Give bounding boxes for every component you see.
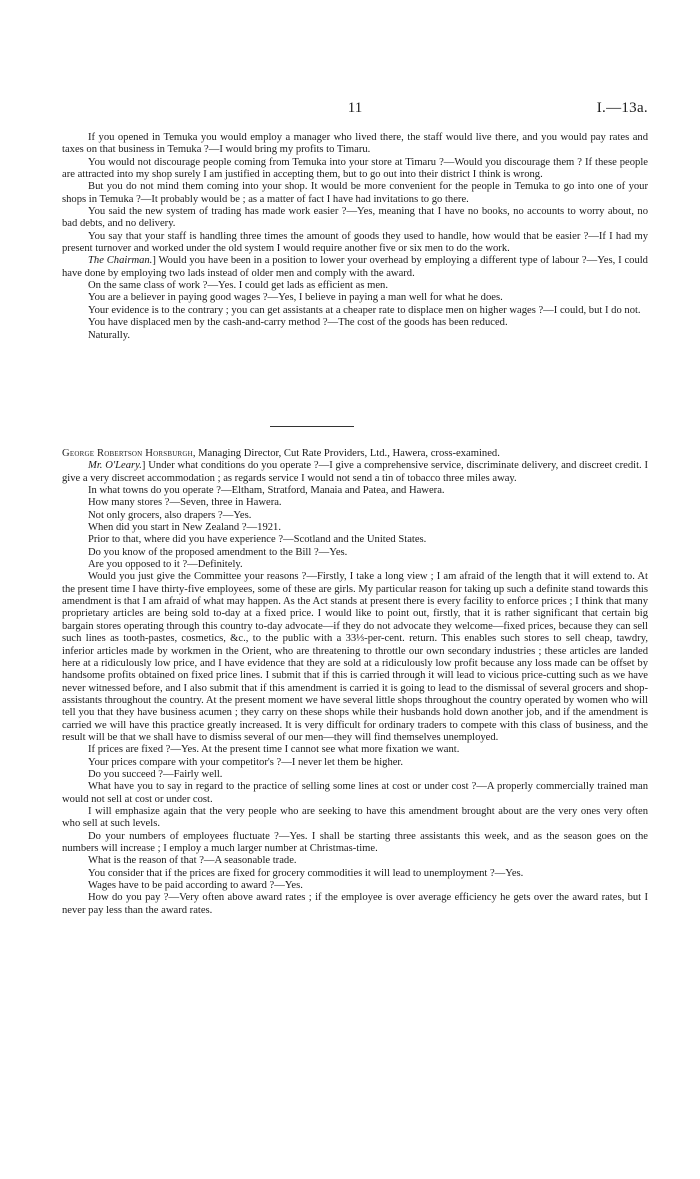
paragraph: You have displaced men by the cash-and-carry method ?—The cost of the goods has been reduced. (88, 317, 508, 329)
paragraph-text: ] Under what conditions do you operate ?—I give a comprehensive service, discriminate delivery, and discreet credit. I give a very discreet accommodation ; as regards service I would not send a tin of tobacco three miles away. (62, 460, 648, 484)
paragraph (62, 460, 648, 485)
paragraph: If you opened in Temuka you would employ a manager who lived there, the staff would live there, and you would pay rates and taxes on that business in Temuka ?—I would bring my profits to Timaru. (62, 132, 648, 156)
paragraph: What is the reason of that ?—A seasonable trade. (88, 855, 297, 867)
testimony-section-2 (62, 448, 648, 917)
paragraph-text: ] Would you have been in a position to lower your overhead by employing a different type of labour ?—Yes, I could have done by employing two lads instead of older men and comply with the award. (62, 255, 648, 279)
paragraph: Your prices compare with your competitor's ?—I never let them be higher. (88, 756, 404, 768)
paragraph: You say that your staff is handling three times the amount of goods they used to handle, how would that be easier ?—If I had my present turnover and worked under the old system I would require another five or six men to do the work. (62, 230, 648, 255)
paragraph: Your evidence is to the contrary ; you can get assistants at a cheaper rate to displace men on higher wages ?—I could, but I do not. (88, 304, 641, 316)
paragraph: What have you to say in regard to the practice of selling some lines at cost or under cost ?—A properly commercially trained man would not sell at cost or under cost. (62, 781, 648, 805)
paragraph: But you do not mind them coming into your shop. It would be more convenient for the people in Temuka to go into one of your shops in Temuka ?—It probably would be ; as a matter of fact I have had invitations to go there. (62, 181, 648, 205)
paragraph (62, 255, 648, 280)
speaker-label: Mr. O'Leary. (88, 460, 142, 472)
page-number: 11 (347, 100, 363, 116)
paragraph: Do you succeed ?—Fairly well. (88, 768, 223, 780)
paragraph: You said the new system of trading has made work easier ?—Yes, meaning that I have no books, no accounts to worry about, no bad debts, and no delivery. (62, 206, 648, 230)
paragraph: You would not discourage people coming from Temuka into your store at Timaru ?—Would you discourage them ? If these people are attracted into my shop surely I am justified in accepting them, but to go out into their district I think is wrong. (62, 156, 648, 181)
witness-description: , Managing Director, Cut Rate Providers, Ltd., Hawera, cross-examined. (192, 448, 500, 459)
paragraph: How do you pay ?—Very often above award rates ; if the employee is over average efficiency he gets over the award rates, but I never pay less than the award rates. (62, 892, 648, 916)
paragraph: Would you just give the Committee your reasons ?—Firstly, I take a long view ; I am afraid of the length that it will extend to. At the present time I have thirty-five employees, some of these are girls. My particular reason for taking up such a definite stand towards this amendment is that I am afraid of what may happen. As the Act stands at present there is every facility to enforce prices ; I think that many proprietary articles are being sold to-day at a fixed price. I would like to point out, firstly, that it is rather significant that certain big bargain stores operating through this country to-day advocate—if they do not advocate they welcome—fixed prices, because they can sell such lines as tooth-pastes, cosmetics, &c., to the public with a 33⅓-per-cent. return. This enables such stores to sell cheap, tawdry, inferior articles made by workmen in the Orient, who are threatening to throttle our own secondary industries ; these articles are landed here at a ridiculously low price, and I have evidence that they are sold at a ridiculously low profit because any loss made can be offset by handsome profits obtained on fixed price lines. I submit that if this is carried through it will lead to vicious price-cutting such as we have never witnessed before, and I also submit that if this amendment is carried it is going to lead to the dismissal of several grocers and shop-assistants throughout the country. At the present moment we have several little shops throughout the country operated by women who will tell you that they have business acumen ; they carry on these shops while their husbands hold down another job, and if the amendment is carried we will have this practice greatly increased. It is very difficult for ordinary traders to compete with this class of business, and the result will be that we shall have to dismiss several of our men—they will find themselves unemployed. (62, 571, 648, 743)
paragraph: Prior to that, where did you have experience ?—Scotland and the United States. (88, 534, 427, 546)
document-reference: I.—13a. (596, 100, 648, 116)
paragraph: Not only grocers, also drapers ?—Yes. (88, 509, 252, 521)
witness-heading (62, 448, 648, 460)
paragraph: I will emphasize again that the very people who are seeking to have this amendment brought about are the very ones very often who sell at such levels. (62, 805, 648, 830)
testimony-section-1 (62, 132, 648, 342)
paragraph: In what towns do you operate ?—Eltham, Stratford, Manaia and Patea, and Hawera. (88, 485, 445, 497)
paragraph: You are a believer in paying good wages ?—Yes, I believe in paying a man well for what he does. (88, 292, 503, 304)
paragraph: Naturally. (88, 329, 130, 341)
paragraph: Do your numbers of employees fluctuate ?—Yes. I shall be starting three assistants this week, and as the season goes on the numbers will increase ; I employ a much larger number at Christmas-time. (62, 830, 648, 854)
paragraph: On the same class of work ?—Yes. I could get lads as efficient as men. (88, 280, 388, 292)
paragraph: How many stores ?—Seven, three in Hawera. (88, 497, 282, 509)
paragraph: If prices are fixed ?—Yes. At the present time I cannot see what more fixation we want. (88, 744, 460, 756)
section-divider (270, 426, 354, 427)
speaker-label: The Chairman. (88, 255, 153, 267)
page-header (62, 100, 648, 120)
paragraph: When did you start in New Zealand ?—1921. (88, 522, 281, 534)
paragraph: Wages have to be paid according to award ?—Yes. (88, 880, 303, 892)
witness-name: George Robertson Horsburgh (62, 448, 193, 459)
paragraph: Do you know of the proposed amendment to the Bill ?—Yes. (88, 546, 348, 558)
paragraph: You consider that if the prices are fixed for grocery commodities it will lead to unemployment ?—Yes. (88, 867, 524, 879)
paragraph: Are you opposed to it ?—Definitely. (88, 559, 243, 571)
